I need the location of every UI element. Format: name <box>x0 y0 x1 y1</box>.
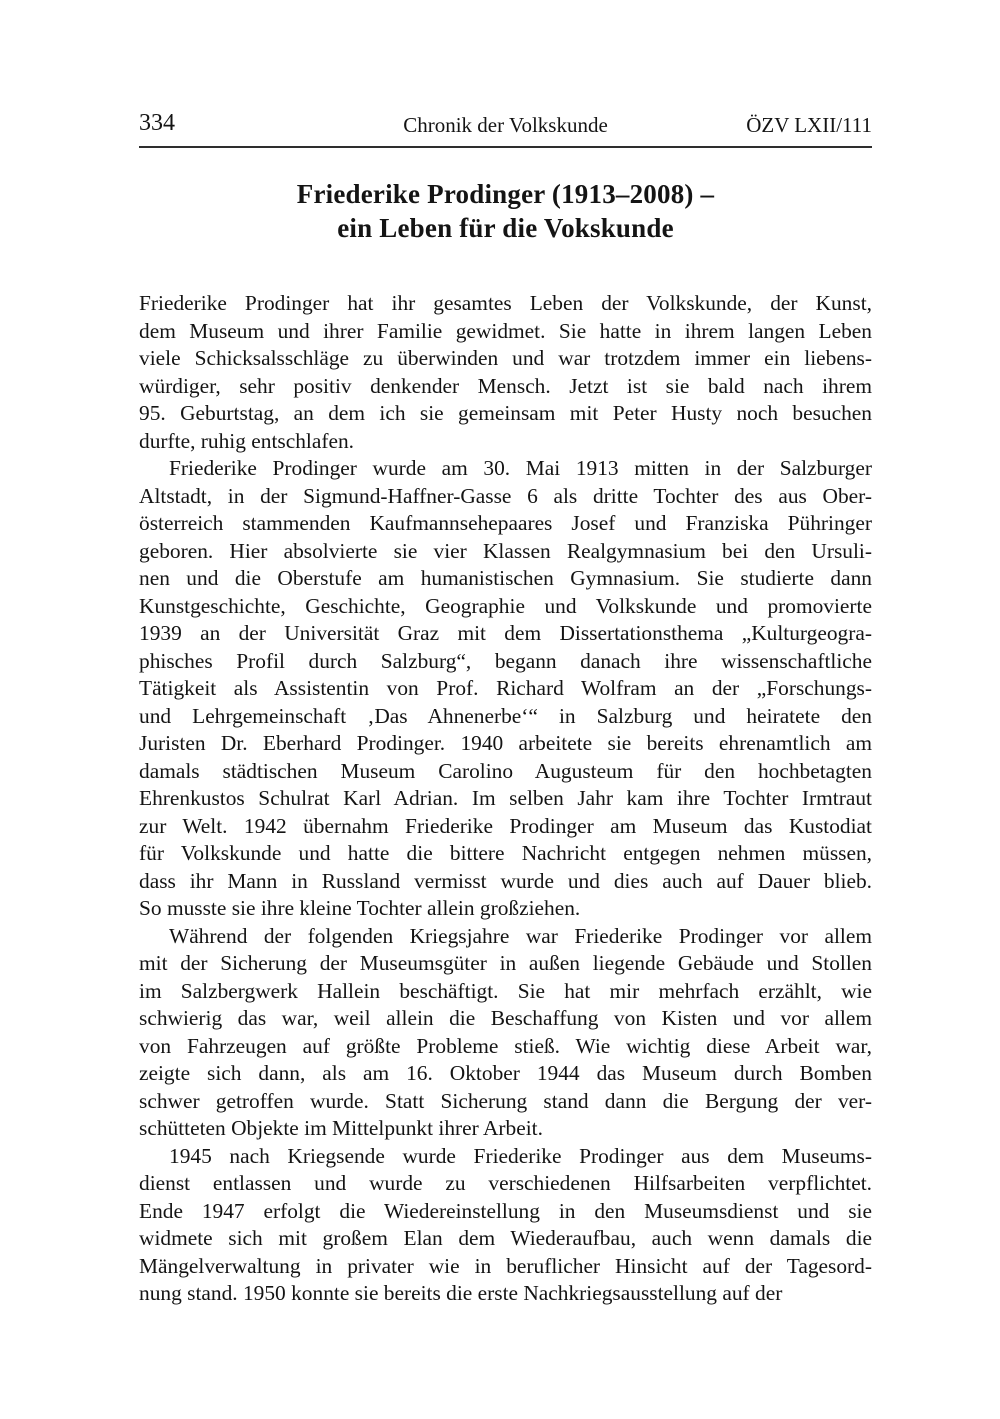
text-line: Kunstgeschichte, Geschichte, Geographie und Volkskunde und promovierte <box>139 593 872 618</box>
text-line: zur Welt. 1942 übernahm Friederike Prodinger am Museum das Kustodiat <box>139 813 872 838</box>
article-body <box>139 290 872 1308</box>
running-head <box>139 110 872 138</box>
text-line: 1945 nach Kriegsende wurde Friederike Prodinger aus dem Museums- <box>169 1143 872 1168</box>
text-line: schütteten Objekte im Mittelpunkt ihrer Arbeit. <box>139 1116 543 1140</box>
page-number: 334 <box>139 110 175 136</box>
text-line: Tätigkeit als Assistentin von Prof. Richard Wolfram an der „Forschungs- <box>139 676 872 700</box>
text-line: So musste sie ihre kleine Tochter allein großziehen. <box>139 896 581 920</box>
text-line: und Lehrgemeinschaft ‚Das Ahnenerbe‘“ in Salzburg und heiratete den <box>139 703 872 728</box>
text-line: mit der Sicherung der Museumsgüter in außen liegende Gebäude und Stollen <box>139 951 872 975</box>
text-line: viele Schicksalsschläge zu überwinden und war trotzdem immer ein liebens- <box>139 346 872 370</box>
text-line: phisches Profil durch Salzburg“, begann danach ihre wissenschaftliche <box>139 648 872 673</box>
text-line: 1939 an der Universität Graz mit dem Dissertationsthema „Kulturgeogra- <box>139 621 872 645</box>
text-line: Juristen Dr. Eberhard Prodinger. 1940 arbeitete sie bereits ehrenamtlich am <box>139 731 872 755</box>
article-title <box>139 177 872 245</box>
text-line: im Salzbergwerk Hallein beschäftigt. Sie hat mir mehrfach erzählt, wie <box>139 978 872 1003</box>
paragraph <box>139 455 872 923</box>
text-line: zeigte sich dann, als am 16. Oktober 1944 das Museum durch Bomben <box>139 1061 872 1085</box>
text-line: würdiger, sehr positiv denkender Mensch. Jetzt ist sie bald nach ihrem <box>139 373 872 398</box>
text-line: dass ihr Mann in Russland vermisst wurde und dies auch auf Dauer blieb. <box>139 868 872 893</box>
text-line: damals städtischen Museum Carolino Augusteum für den hochbetagten <box>139 758 872 783</box>
text-line: 95. Geburtstag, an dem ich sie gemeinsam mit Peter Husty noch besuchen <box>139 401 872 425</box>
paragraph <box>139 1143 872 1308</box>
text-line: schwer getroffen wurde. Statt Sicherung stand dann die Bergung der ver- <box>139 1088 872 1113</box>
text-line: Altstadt, in der Sigmund-Haffner-Gasse 6 als dritte Tochter des aus Ober- <box>139 483 872 508</box>
text-line: Ende 1947 erfolgt die Wiedereinstellung in den Museumsdienst und sie <box>139 1198 872 1223</box>
text-line: widmete sich mit großem Elan dem Wiederaufbau, auch wenn damals die <box>139 1226 872 1250</box>
text-line: für Volkskunde und hatte die bittere Nachricht entgegen nehmen müssen, <box>139 841 872 865</box>
text-line: österreich stammenden Kaufmannsehepaares Josef und Franziska Pühringer <box>139 511 872 535</box>
text-line: nen und die Oberstufe am humanistischen Gymnasium. Sie studierte dann <box>139 566 872 590</box>
article-title-line1: Friederike Prodinger (1913–2008) – <box>296 179 715 209</box>
text-line: durfte, ruhig entschlafen. <box>139 428 355 453</box>
text-line: schwierig das war, weil allein die Beschaffung von Kisten und vor allem <box>139 1006 872 1030</box>
text-line: Friederike Prodinger hat ihr gesamtes Leben der Volkskunde, der Kunst, <box>139 291 872 315</box>
text-line: dienst entlassen und wurde zu verschiedenen Hilfsarbeiten verpflichtet. <box>139 1171 872 1195</box>
text-line: Mängelverwaltung in privater wie in beruflicher Hinsicht auf der Tagesord- <box>139 1253 872 1278</box>
text-line: nung stand. 1950 konnte sie bereits die erste Nachkriegsausstellung auf der <box>139 1281 783 1305</box>
text-line: von Fahrzeugen auf größte Probleme stieß. Wie wichtig diese Arbeit war, <box>139 1033 872 1058</box>
paragraph <box>139 923 872 1143</box>
text-line: geboren. Hier absolvierte sie vier Klassen Realgymnasium bei den Ursuli- <box>139 538 872 563</box>
text-line: dem Museum und ihrer Familie gewidmet. Sie hatte in ihrem langen Leben <box>139 318 872 343</box>
running-head-section-title: Chronik der Volkskunde <box>403 113 608 137</box>
header-rule <box>139 146 872 148</box>
text-line: Während der folgenden Kriegsjahre war Friederike Prodinger vor allem <box>169 923 872 948</box>
text-line: Friederike Prodinger wurde am 30. Mai 1913 mitten in der Salzburger <box>169 456 872 480</box>
page-content <box>139 110 872 1308</box>
paragraph <box>139 290 872 455</box>
text-line: Ehrenkustos Schulrat Karl Adrian. Im selben Jahr kam ihre Tochter Irmtraut <box>139 786 872 810</box>
running-head-journal-issue: ÖZV LXII/111 <box>746 113 872 137</box>
article-title-line2: ein Leben für die Vokskunde <box>337 213 674 243</box>
